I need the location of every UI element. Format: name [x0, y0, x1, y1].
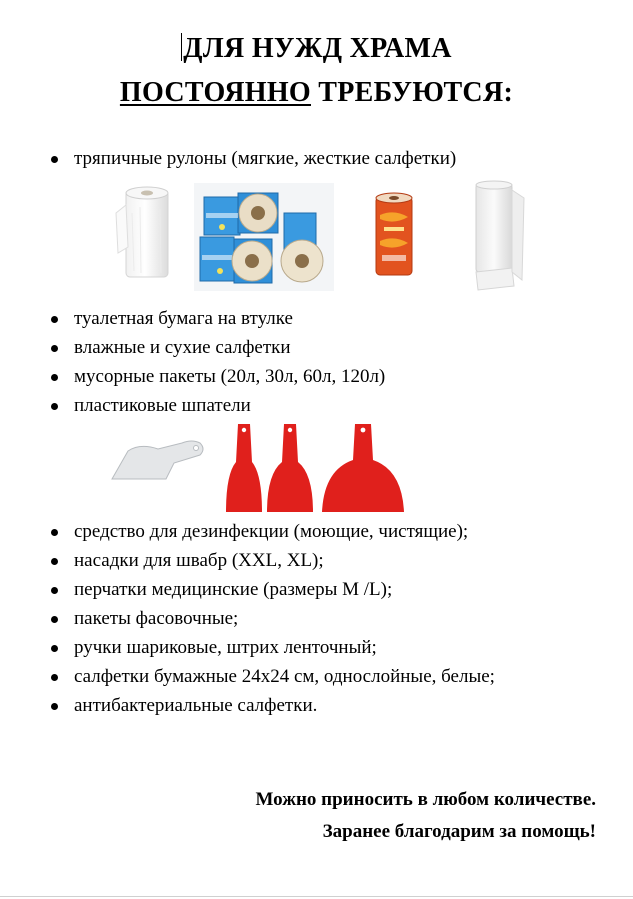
- list-item: насадки для швабр (XXL, XL);: [0, 546, 495, 575]
- list-item: мусорные пакеты (20л, 30л, 60л, 120л): [0, 362, 385, 391]
- list-item: туалетная бумага на втулке: [0, 304, 385, 333]
- red-spatula-large-image: [320, 422, 406, 514]
- supplies-list-b: [0, 304, 385, 420]
- list-item: пакеты фасовочные;: [0, 604, 495, 633]
- title-underlined-word: ПОСТОЯННО: [119, 77, 311, 108]
- list-item: средство для дезинфекции (моющие, чистящие);: [0, 517, 495, 546]
- page-edge: [0, 896, 633, 897]
- list-item: тряпичные рулоны (мягкие, жесткие салфетки): [0, 144, 456, 173]
- orange-cloth-roll-image: [372, 191, 416, 279]
- white-cloth-roll-image: [114, 183, 176, 285]
- page-title: [0, 33, 633, 65]
- list-item: пластиковые шпатели: [0, 391, 385, 420]
- supplies-list-a: [0, 144, 456, 173]
- red-spatula-small-image: [224, 422, 264, 514]
- white-roll-unrolled-image: [470, 180, 528, 292]
- page-subtitle: [0, 77, 633, 109]
- list-item: перчатки медицинские (размеры М /L);: [0, 575, 495, 604]
- footer-note: Можно приносить в любом количестве.: [255, 789, 596, 810]
- white-spatula-image: [110, 433, 206, 483]
- list-item: влажные и сухие салфетки: [0, 333, 385, 362]
- list-item: салфетки бумажные 24х24 см, однослойные, белые;: [0, 662, 495, 691]
- supplies-list-c: [0, 517, 495, 720]
- list-item: ручки шариковые, штрих ленточный;: [0, 633, 495, 662]
- list-item: антибактериальные салфетки.: [0, 691, 495, 720]
- red-spatula-medium-image: [265, 422, 315, 514]
- footer-thanks: Заранее благодарим за помощь!: [322, 821, 596, 842]
- title-line-1: ДЛЯ НУЖД ХРАМА: [183, 33, 452, 64]
- title-line-2-rest: ТРЕБУЮТСЯ:: [310, 77, 514, 108]
- toilet-paper-pack-image: [194, 183, 334, 291]
